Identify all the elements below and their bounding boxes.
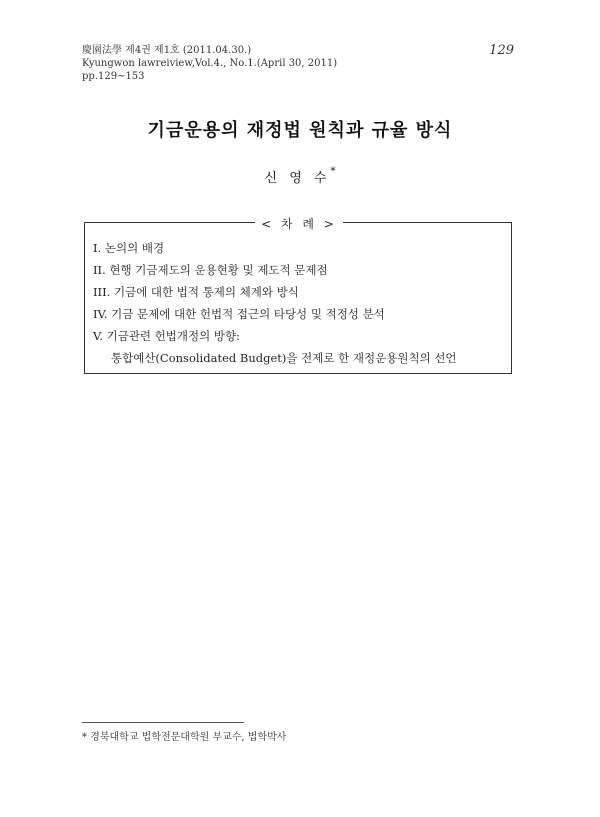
toc-item: Ⅰ. 논의의 배경 bbox=[93, 241, 165, 255]
paper-title: 기금운용의 재정법 원칙과 규율 방식 bbox=[147, 120, 453, 141]
author-footnote-mark: * bbox=[330, 165, 336, 177]
journal-citation-korean: 慶園法學 제4권 제1호 (2011.04.30.) bbox=[82, 45, 252, 56]
toc-list bbox=[93, 237, 457, 369]
author-footnote: * 경북대학교 법학전문대학원 부교수, 법학박사 bbox=[82, 732, 287, 743]
footnote-divider bbox=[82, 722, 244, 723]
journal-pages: pp.129~153 bbox=[82, 71, 145, 82]
journal-header bbox=[82, 44, 337, 83]
journal-citation-english: Kyungwon lawreiview,Vol.4., No.1.(April 30, 2011) bbox=[82, 58, 338, 69]
toc-heading-label: < 차 례 > bbox=[255, 217, 343, 231]
toc-heading bbox=[85, 213, 513, 232]
page-number: 129 bbox=[489, 43, 514, 58]
toc-item: V. 기금관련 헌법개정의 방향: bbox=[93, 329, 240, 343]
author-line bbox=[0, 167, 600, 186]
toc-item: III. 기금에 대한 법적 통제의 체계와 방식 bbox=[93, 285, 299, 299]
table-of-contents bbox=[84, 217, 512, 374]
author-name: 신 영 수 bbox=[264, 171, 331, 186]
toc-item: IV. 기금 문제에 대한 헌법적 접근의 타당성 및 적정성 분석 bbox=[93, 307, 385, 321]
toc-item-continuation: 통합예산(Consolidated Budget)을 전제로 한 재정운용원칙의 선언 bbox=[111, 351, 457, 365]
toc-item: II. 현행 기금제도의 운용현황 및 제도적 문제점 bbox=[93, 263, 328, 277]
